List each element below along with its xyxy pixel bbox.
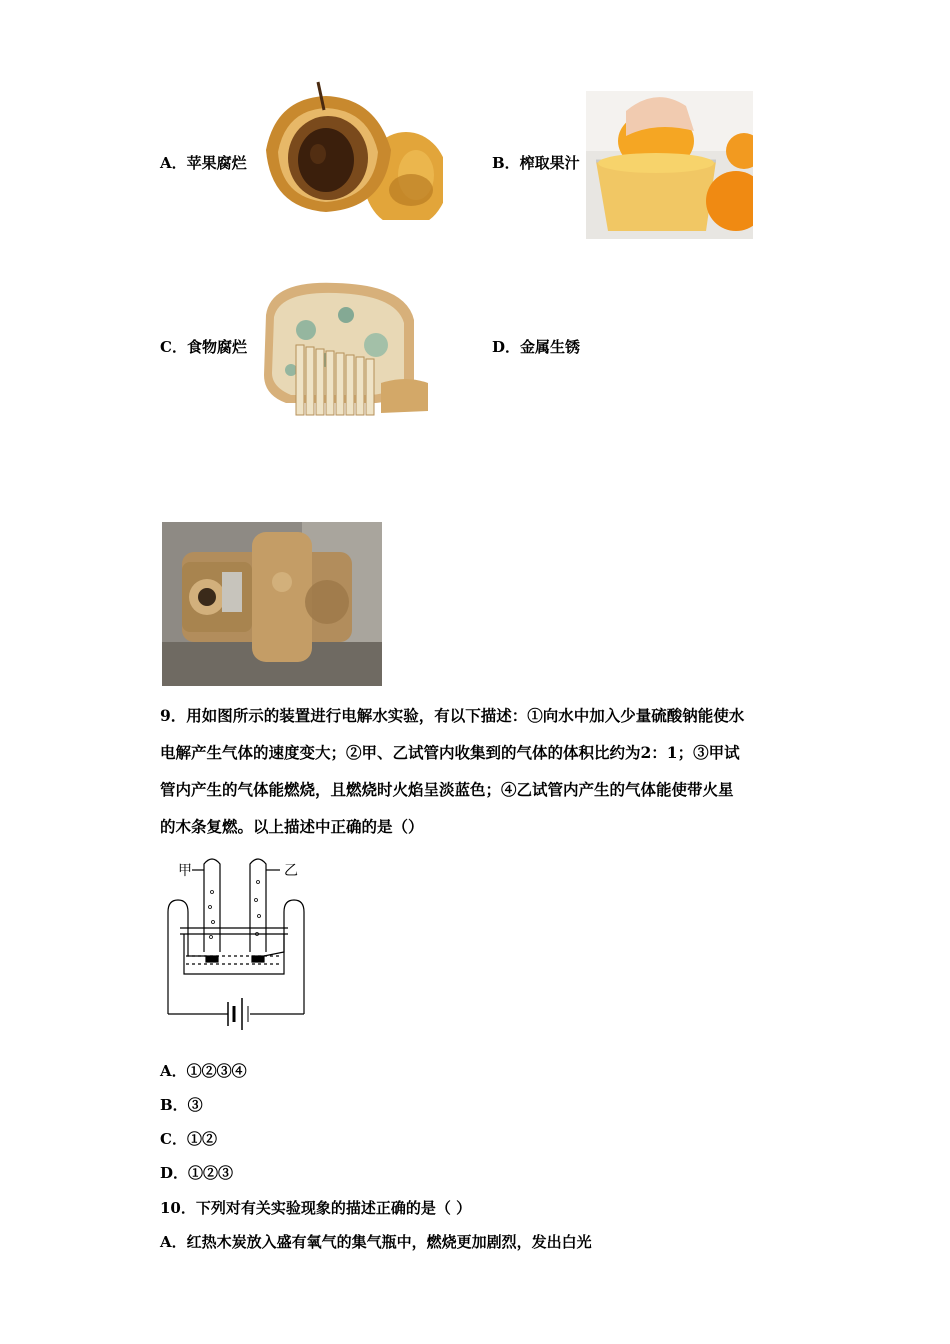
rotten-apple-image [256,80,443,220]
q10-option-a: A．红热木炭放入盛有氧气的集气瓶中，燃烧更加剧烈，发出白光 [160,1233,592,1251]
rusty-metal-image [162,522,382,686]
moldy-bread-image [256,275,431,423]
q9-stem-line: 9．用如图所示的装置进行电解水实验，有以下描述：①向水中加入少量硫酸钠能使水 [160,706,745,725]
q9-stem-line: 的木条复燃。以上描述中正确的是（） [160,817,424,836]
q8-option-d: D．金属生锈 [492,338,581,356]
q9-option-d: D．①②③ [160,1164,234,1182]
q8-option-b: B．榨取果汁 [492,154,580,172]
q9-option-a: A．①②③④ [160,1062,247,1080]
tube-label-yi: 乙 [284,863,298,879]
q9-option-c: C．①② [160,1130,217,1148]
q8-option-c: C．食物腐烂 [160,338,247,356]
electrolysis-diagram [160,852,310,1034]
tube-label-jia: 甲 [178,863,192,879]
q9-stem-line: 管内产生的气体能燃烧，且燃烧时火焰呈淡蓝色；④乙试管内产生的气体能使带火星 [160,780,734,799]
q10-stem: 10．下列对有关实验现象的描述正确的是（ ） [160,1199,472,1217]
q9-option-b: B．③ [160,1096,203,1114]
q9-stem [160,697,800,845]
q8-option-a: A．苹果腐烂 [160,154,247,172]
juice-squeezing-image [586,91,753,239]
q9-stem-line: 电解产生气体的速度变大；②甲、乙试管内收集到的气体的体积比约为2：1；③甲试 [160,743,740,762]
